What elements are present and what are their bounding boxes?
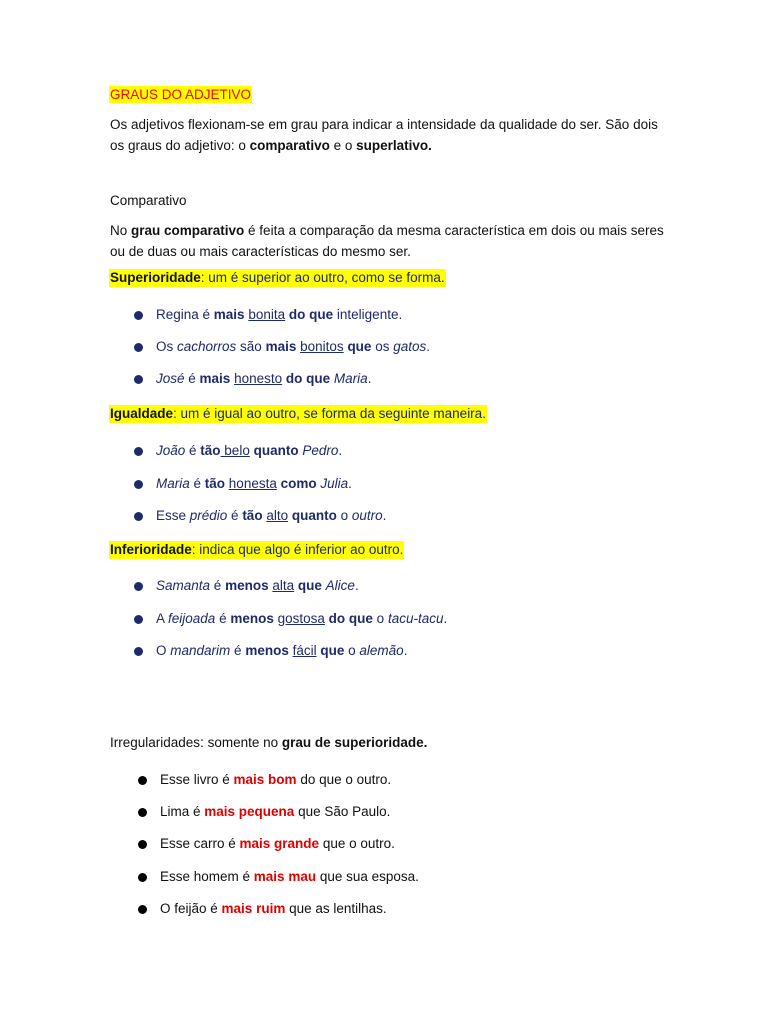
item-segment: mais grande [239,836,320,852]
irregularidades-item-text [160,803,390,821]
item-segment: . [367,371,372,386]
irregularidades-heading [110,734,427,752]
superioridade-title: Superioridade [110,270,201,285]
item-segment: Esse homem é [160,868,254,884]
item-segment: inteligente. [333,307,403,322]
item-segment: alto [266,508,289,523]
bullet-icon [134,375,143,384]
item-segment: é [230,643,246,658]
bullet-icon [134,512,143,521]
item-segment: que o outro. [319,836,395,852]
item-segment: Pedro [302,443,339,458]
item-segment: João [156,443,186,458]
item-segment: mais ruim [221,900,286,916]
item-segment: Alice [325,578,355,593]
intro-paragraph [110,114,670,156]
igualdade-item-text [156,442,342,460]
item-segment: é [184,371,200,386]
item-segment: que São Paulo. [294,804,391,820]
item-segment: mais bom [233,772,297,787]
comparativo-text-2: é feita a comparação da mesma característica em dois ou mais seres ou de duas ou mais características do mesmo ser. [110,223,664,259]
bullet-icon [134,615,143,624]
item-segment: quanto [253,443,299,458]
item-segment: é [227,508,243,523]
item-segment: menos [225,578,269,593]
item-segment: . [426,339,431,354]
item-segment: . [338,443,343,458]
bullet-icon [138,905,147,914]
item-segment: Regina é [156,307,214,322]
item-segment: que [347,339,372,354]
item-segment: do que o outro. [296,772,392,787]
item-segment: . [382,508,387,523]
item-segment: mais [213,307,245,322]
intro-bold-superlativo: superlativo. [356,138,432,153]
item-segment: Os [156,339,178,354]
inferioridade-item-text [156,610,447,628]
igualdade-title: Igualdade [110,406,174,421]
item-segment: mais mau [253,868,317,884]
inferioridade-title: Inferioridade [110,542,192,557]
item-segment: que [320,643,345,658]
item-segment: é [189,475,205,491]
item-segment: cachorros [177,339,237,354]
item-segment: mandarim [170,643,231,658]
bullet-icon [138,840,147,849]
item-segment: bonitos [300,339,344,354]
item-segment: fácil [292,643,317,658]
inferioridade-desc: : indica que algo é inferior ao outro. [191,542,404,557]
igualdade-item-text [156,475,352,493]
item-segment: . [354,578,359,593]
bullet-icon [138,873,147,882]
item-segment: do que [328,610,373,626]
item-segment: é [210,578,226,593]
item-segment: que as lentilhas. [285,900,387,916]
item-segment: o [336,508,352,523]
item-segment: outro [351,508,383,523]
item-segment: tão [204,475,226,491]
irregularidades-item-text [160,771,391,789]
item-segment: tacu-tacu [387,610,444,626]
item-segment: alta [272,578,295,593]
bullet-icon [134,480,143,489]
item-segment: O [156,643,171,658]
item-segment: Esse livro é [160,772,234,787]
irregularidades-title: Irregularidades [110,735,201,750]
item-segment: Julia [320,475,349,491]
item-segment: bonita [248,307,286,322]
item-segment: tão [200,443,221,458]
item-segment: Maria [156,475,190,491]
item-segment: quanto [291,508,337,523]
item-segment: do que [285,371,331,386]
superioridade-desc: : um é superior ao outro, como se forma. [200,270,445,285]
irregularidades-item-text [160,835,395,853]
igualdade-label [109,405,487,423]
superioridade-item-text [156,306,402,324]
inferioridade-item-text [156,642,407,660]
item-segment: Esse carro é [160,836,240,852]
bullet-icon [138,808,147,817]
item-segment: mais [199,371,231,386]
item-segment: Maria [333,371,368,386]
item-segment: . [403,643,408,658]
item-segment: são [236,339,266,354]
item-segment: . [348,475,352,491]
item-segment: mais pequena [204,804,295,820]
superioridade-item-text [156,338,430,356]
item-segment: A [156,610,169,626]
bullet-icon [134,343,143,352]
item-segment: que sua esposa. [316,868,419,884]
item-segment: honesto [234,371,283,386]
bullet-icon [138,776,147,785]
irregularidades-bold: grau de superioridade. [281,735,428,750]
item-segment: Esse [156,508,190,523]
comparativo-paragraph [110,220,670,262]
igualdade-item-text [156,507,386,525]
item-segment: alemão [359,643,404,658]
bullet-icon [134,582,143,591]
superioridade-label [109,269,446,287]
bullet-icon [134,447,143,456]
item-segment: do que [288,307,334,322]
comparativo-heading: Comparativo [110,193,187,208]
item-segment: como [280,475,317,491]
item-segment: menos [230,610,274,626]
comparativo-bold: grau comparativo [131,223,245,238]
item-segment: que [297,578,322,593]
intro-text-1: Os adjetivos flexionam-se em grau para indicar a intensidade da qualidade do ser. São dois os graus do adjetivo: o [110,117,658,153]
item-segment: José [156,371,185,386]
document-title: GRAUS DO ADJETIVO [110,87,252,102]
item-segment: é [215,610,231,626]
item-segment: o [344,643,360,658]
item-segment: tão [242,508,263,523]
comparativo-text-1: No [110,223,132,238]
intro-bold-comparativo: comparativo [249,138,330,153]
item-segment: feijoada [168,610,216,626]
item-segment: honesta [228,475,277,491]
inferioridade-label [109,541,404,559]
item-segment: os [371,339,394,354]
item-segment: Lima é [160,804,205,820]
intro-text-2: e o [329,138,357,153]
item-segment: mais [265,339,297,354]
item-segment: gatos [393,339,427,354]
superioridade-item-text [156,370,371,388]
bullet-icon [134,311,143,320]
igualdade-desc: : um é igual ao outro, se forma da seguinte maneira. [173,406,486,421]
irregularidades-item-text [160,900,387,918]
irregularidades-text: : somente no [200,735,282,750]
item-segment: . [443,610,448,626]
item-segment: é [185,443,201,458]
item-segment: prédio [189,508,228,523]
item-segment: O feijão é [160,900,222,916]
bullet-icon [134,647,143,656]
item-segment: gostosa [277,610,325,626]
item-segment: o [372,610,388,626]
item-segment: Samanta [156,578,211,593]
item-segment: menos [245,643,289,658]
inferioridade-item-text [156,577,359,595]
irregularidades-item-text [160,868,419,886]
item-segment: belo [220,443,250,458]
